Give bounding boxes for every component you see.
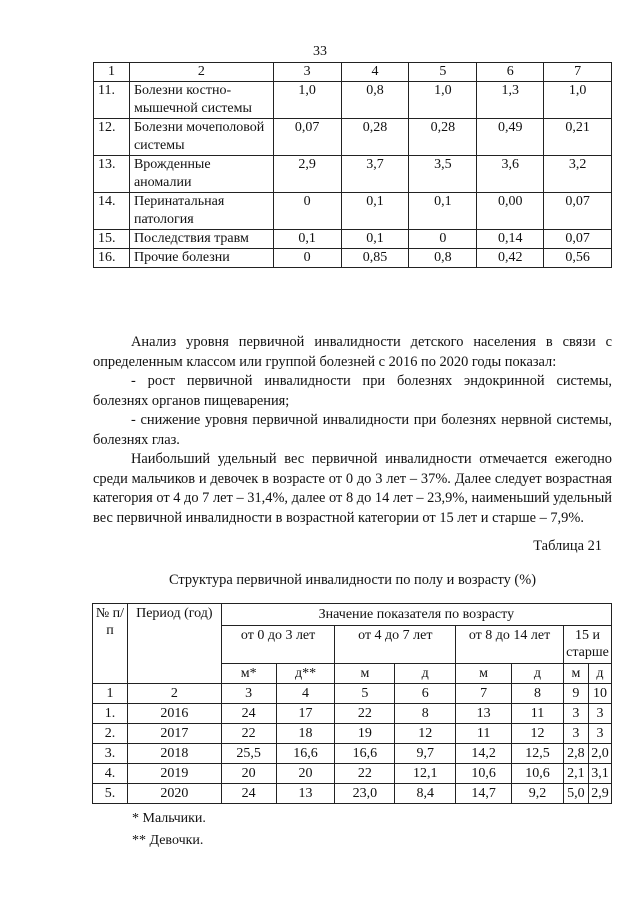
- age-share-paragraph: Наибольший удельный вес первичной инвалидности отмечается ежегодно среди мальчиков и девочек в возрасте от 0 до 3 лет – 37%. Далее следует возрастная категория от 4 до 7 лет – 31,4%, далее от 8 до 14 лет – 23,9%, наименьший удельный вес первичной инвалидности в возрастной категории от 15 лет и старше – 7,9%.: [93, 451, 612, 526]
- age-group-header: от 8 до 14 лет: [456, 626, 564, 664]
- value-cell: 5,0: [563, 784, 588, 804]
- value-cell: 9,7: [395, 744, 456, 764]
- value-cell: 16,6: [276, 744, 335, 764]
- table-row: [94, 82, 612, 119]
- value-cell: 3: [588, 724, 611, 744]
- value-cell: 12,5: [512, 744, 564, 764]
- value-cell: 3: [563, 724, 588, 744]
- row-number: 4.: [93, 764, 128, 784]
- row-number: 12.: [94, 119, 130, 156]
- year-cell: 2020: [127, 784, 221, 804]
- row-number: 5.: [93, 784, 128, 804]
- value-cell: 14,2: [456, 744, 512, 764]
- value-cell: 0,21: [544, 119, 612, 156]
- growth-paragraph: - рост первичной инвалидности при болезнях эндокринной системы, болезнях органов пищеварения;: [93, 373, 612, 409]
- value-cell: 0,07: [544, 230, 612, 249]
- table-row: [94, 119, 612, 156]
- value-cell: 1,0: [544, 82, 612, 119]
- value-cell: 13: [276, 784, 335, 804]
- column-number: 10: [588, 684, 611, 704]
- table-row: [93, 744, 612, 764]
- value-cell: 2,9: [273, 156, 341, 193]
- column-number: 2: [129, 63, 273, 82]
- column-number: 2: [127, 684, 221, 704]
- column-number: 5: [409, 63, 477, 82]
- column-number: 4: [341, 63, 409, 82]
- value-cell: 2,8: [563, 744, 588, 764]
- value-cell: 14,7: [456, 784, 512, 804]
- value-cell: 13: [456, 704, 512, 724]
- row-number: 2.: [93, 724, 128, 744]
- column-number: 3: [273, 63, 341, 82]
- value-cell: 18: [276, 724, 335, 744]
- value-cell: 8,4: [395, 784, 456, 804]
- column-number: 6: [395, 684, 456, 704]
- table-row: [93, 764, 612, 784]
- value-cell: 3,7: [341, 156, 409, 193]
- sex-header: д**: [276, 664, 335, 684]
- sex-header: д: [588, 664, 611, 684]
- value-cell: 0,1: [341, 230, 409, 249]
- disease-name: Врожденные аномалии: [129, 156, 273, 193]
- sex-header: м: [456, 664, 512, 684]
- header-number: № п/п: [93, 604, 128, 684]
- column-number: 9: [563, 684, 588, 704]
- value-cell: 8: [395, 704, 456, 724]
- table-row: [93, 784, 612, 804]
- value-cell: 0,28: [341, 119, 409, 156]
- sex-header: м: [335, 664, 395, 684]
- value-cell: 3,2: [544, 156, 612, 193]
- disease-name: Болезни мочеполовой системы: [129, 119, 273, 156]
- value-cell: 24: [221, 704, 276, 724]
- value-cell: 0,8: [409, 249, 477, 268]
- value-cell: 0,56: [544, 249, 612, 268]
- row-number: 1.: [93, 704, 128, 724]
- value-cell: 3,6: [477, 156, 544, 193]
- value-cell: 23,0: [335, 784, 395, 804]
- value-cell: 0,28: [409, 119, 477, 156]
- value-cell: 0,14: [477, 230, 544, 249]
- value-cell: 0,49: [477, 119, 544, 156]
- value-cell: 0,1: [341, 193, 409, 230]
- value-cell: 11: [512, 704, 564, 724]
- value-cell: 1,0: [273, 82, 341, 119]
- value-cell: 19: [335, 724, 395, 744]
- decline-paragraph: - снижение уровня первичной инвалидности при болезнях нервной системы, болезнях глаз.: [93, 412, 612, 448]
- value-cell: 12: [395, 724, 456, 744]
- value-cell: 2,1: [563, 764, 588, 784]
- value-cell: 0,07: [544, 193, 612, 230]
- column-number: 6: [477, 63, 544, 82]
- table-row: [94, 249, 612, 268]
- table-row: [93, 704, 612, 724]
- value-cell: 17: [276, 704, 335, 724]
- value-cell: 3,1: [588, 764, 611, 784]
- row-number: 13.: [94, 156, 130, 193]
- column-number: 4: [276, 684, 335, 704]
- value-cell: 0,8: [341, 82, 409, 119]
- value-cell: 22: [335, 764, 395, 784]
- disability-by-sex-age-table: [92, 603, 612, 804]
- footnote-boys: * Мальчики.: [132, 811, 206, 826]
- value-cell: 12: [512, 724, 564, 744]
- value-cell: 3,5: [409, 156, 477, 193]
- value-cell: 11: [456, 724, 512, 744]
- sex-header: м: [563, 664, 588, 684]
- column-number: 1: [94, 63, 130, 82]
- value-cell: 0,85: [341, 249, 409, 268]
- value-cell: 0,1: [409, 193, 477, 230]
- value-cell: 1,3: [477, 82, 544, 119]
- analysis-paragraph: Анализ уровня первичной инвалидности детского населения в связи с определенным классом или группой болезней с 2016 по 2020 годы показал:: [93, 334, 612, 370]
- sex-header: д: [395, 664, 456, 684]
- column-number: 8: [512, 684, 564, 704]
- value-cell: 0,42: [477, 249, 544, 268]
- disease-name: Прочие болезни: [129, 249, 273, 268]
- value-cell: 22: [221, 724, 276, 744]
- value-cell: 25,5: [221, 744, 276, 764]
- value-cell: 20: [221, 764, 276, 784]
- row-number: 14.: [94, 193, 130, 230]
- age-group-header: 15 и старше: [563, 626, 611, 664]
- value-cell: 10,6: [456, 764, 512, 784]
- table-row: [94, 193, 612, 230]
- row-number: 16.: [94, 249, 130, 268]
- table-row: [93, 724, 612, 744]
- column-number: 3: [221, 684, 276, 704]
- year-cell: 2018: [127, 744, 221, 764]
- column-number: 7: [544, 63, 612, 82]
- header-period: Период (год): [127, 604, 221, 684]
- page-number: 33: [313, 44, 327, 59]
- value-cell: 22: [335, 704, 395, 724]
- value-cell: 16,6: [335, 744, 395, 764]
- year-cell: 2016: [127, 704, 221, 724]
- column-number: 5: [335, 684, 395, 704]
- disability-by-disease-table: [93, 62, 612, 268]
- column-number: 7: [456, 684, 512, 704]
- sex-header: м*: [221, 664, 276, 684]
- value-cell: 20: [276, 764, 335, 784]
- value-cell: 0: [273, 249, 341, 268]
- value-cell: 10,6: [512, 764, 564, 784]
- value-cell: 9,2: [512, 784, 564, 804]
- value-cell: 0,1: [273, 230, 341, 249]
- row-number: 3.: [93, 744, 128, 764]
- value-cell: 0,00: [477, 193, 544, 230]
- footnote-girls: ** Девочки.: [132, 833, 204, 848]
- table-row: [94, 156, 612, 193]
- year-cell: 2017: [127, 724, 221, 744]
- table-row: [94, 230, 612, 249]
- table-label: Таблица 21: [533, 538, 602, 554]
- age-group-header: от 4 до 7 лет: [335, 626, 456, 664]
- row-number: 11.: [94, 82, 130, 119]
- value-cell: 0: [409, 230, 477, 249]
- disease-name: Перинатальная патология: [129, 193, 273, 230]
- value-cell: 0,07: [273, 119, 341, 156]
- column-number: 1: [93, 684, 128, 704]
- value-cell: 2,9: [588, 784, 611, 804]
- value-cell: 3: [588, 704, 611, 724]
- value-cell: 12,1: [395, 764, 456, 784]
- disease-name: Болезни костно-мышечной системы: [129, 82, 273, 119]
- value-cell: 3: [563, 704, 588, 724]
- year-cell: 2019: [127, 764, 221, 784]
- value-cell: 24: [221, 784, 276, 804]
- row-number: 15.: [94, 230, 130, 249]
- header-value: Значение показателя по возрасту: [221, 604, 611, 626]
- disease-name: Последствия травм: [129, 230, 273, 249]
- value-cell: 0: [273, 193, 341, 230]
- table-title: Структура первичной инвалидности по полу и возрасту (%): [168, 572, 536, 588]
- value-cell: 2,0: [588, 744, 611, 764]
- sex-header: д: [512, 664, 564, 684]
- value-cell: 1,0: [409, 82, 477, 119]
- age-group-header: от 0 до 3 лет: [221, 626, 335, 664]
